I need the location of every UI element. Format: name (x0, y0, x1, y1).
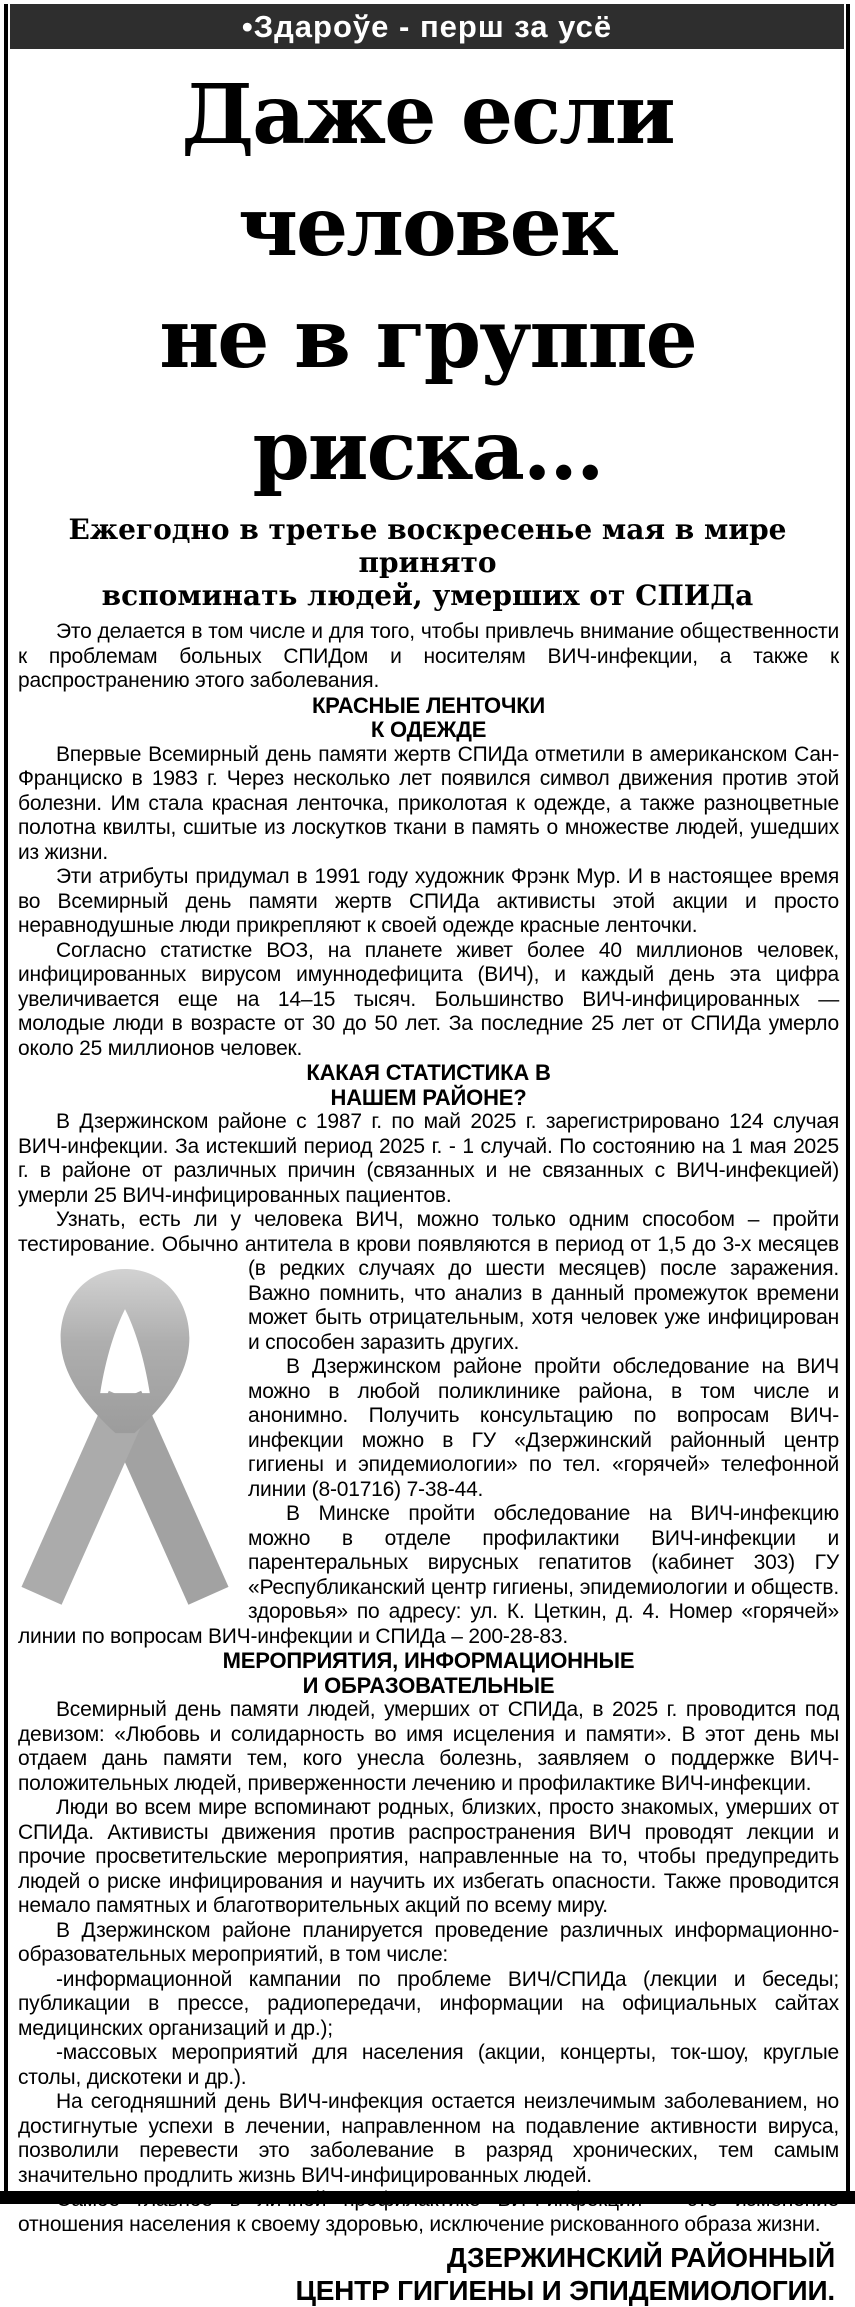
signature-line-1: ДЗЕРЖИНСКИЙ РАЙОННЫЙ (446, 2242, 835, 2273)
paragraph-testing-before-ribbon: Узнать, есть ли у человека ВИЧ, можно только одним способом – пройти тестирование. Обычно антитела в крови появляются в период от 1,5 до 3-х (18, 1208, 839, 1256)
paragraph-personal-prevention: отношения населения к своему здоровью, исключение рискованного образа жизни. (18, 2212, 821, 2236)
heading-events (18, 1649, 839, 1698)
paragraph-district-statistics: В Дзержинском районе с 1987 г. по май 2025 г. зарегистрировано 124 случая ВИЧ-инфекции. За истекший период 2025 г. - 1 случай. По состоянию на 1 мая 2025 г. в районе от различных причин (связанных и не связанных с ВИЧ-инфекцией) умерли 25 ВИЧ-инфицированных пациентов. (18, 1110, 839, 1207)
heading-district-statistics (18, 1061, 839, 1110)
heading-red-ribbons (18, 694, 839, 743)
subtitle-line-2: вспоминать людей, умерших от СПИДа (101, 579, 754, 612)
heading-events-line-1: МЕРОПРИЯТИЯ, ИНФОРМАЦИОННЫЕ (222, 1648, 635, 1673)
paragraph-intro: Это делается в том числе и для того, чтобы привлечь внимание общественности к проблемам больных СПИДом и носителям ВИЧ-инфекции, а также к распространению этого заболевания. (18, 620, 839, 692)
heading-red-ribbons-line-2: К ОДЕЖДЕ (370, 717, 487, 742)
list-item-information-campaign: -информационной кампании по проблеме ВИЧ/СПИДа (лекции и беседы; публикации в прессе, радиопередачи, информации на официальных сайтах медицинских организаций и др.); (18, 1967, 839, 2040)
paragraph-attributes: Эти атрибуты придумал в 1991 году художник Фрэнк Мур. И в настоящее время во Всемирный день памяти жертв СПИДа активисты этой акции и просто неравнодушные люди прикрепляют к своей одежде красные ленточки. (18, 865, 839, 937)
article-body (18, 620, 839, 2307)
paragraph-testing-after-ribbon: месяцев (в редких случаях до шести месяцев) после заражения. Важно помнить, что анализ в данный промежуток времени может быть отрицательным, хотя человек уже инфицирован и способен заразить других. (248, 1232, 840, 1354)
paragraph-incurable: На сегодняшний день ВИЧ-инфекция остается неизлечимым заболеванием, но достигнутые успехи в лечении, направленном на подавление активности вируса, позволили перевести это заболевание в разряд хронических, тем самым значительно продлить жизнь ВИЧ-инфицированных людей. (18, 2090, 839, 2187)
heading-events-line-2: И ОБРАЗОВАТЕЛЬНЫЕ (302, 1672, 555, 1698)
headline-line-1: Даже если человек (181, 67, 674, 275)
paragraph-testing (18, 1208, 839, 1355)
subtitle-line-1: Ежегодно в третье воскресенье мая в мире принято (68, 513, 787, 579)
heading-red-ribbons-line-1: КРАСНЫЕ ЛЕНТОЧКИ (311, 692, 546, 718)
headline-line-2: не в группе риска... (159, 291, 696, 499)
page-left-border (4, 4, 8, 2194)
paragraph-world-remembrance: Люди во всем мире вспоминают родных, близких, просто знакомых, умерших от СПИДа. Активисты движения против распространения ВИЧ проводят лекции и прочие просветительские мероприятия, направленные на то, чтобы предупредить людей о риске инфицирования и научить их избегать опасности. Также проводится немало памятных и благотворительных акций по всему миру. (18, 1796, 839, 1917)
article-signature (18, 2241, 839, 2307)
paragraph-who-statistics: Согласно статистке ВОЗ, на планете живет более 40 миллионов человек, инфицированных вирусом имуннодефицита (ВИЧ), и каждый день эта цифра увеличивается еще на 14–15 тысяч. Большинство ВИЧ-инфицированных — молодые люди в возрасте от 30 до 50 лет. За последние 25 лет от СПИДа умерло около 25 миллионов человек. (18, 938, 839, 1060)
newspaper-page (0, 4, 855, 2306)
paragraph-minsk-testing: В Минске пройти обследование на ВИЧ-инфекцию можно в отделе профилактики ВИЧ-инфекции и парентеральных вирусных гепатитов (кабинет 303) ГУ «Республиканский центр гигиены, эпидемиологии и обществ. здоровья» по адресу: ул. К. Цеткин, д. 4. Номер «горячей» линии по вопросам ВИЧ-инфекции и СПИДа – 200-28-83. (18, 1502, 839, 1648)
awareness-ribbon-image (20, 1261, 230, 1613)
list-item-mass-events: -массовых мероприятий для населения (акции, концерты, ток-шоу, круглые столы, дискотеки и др.). (18, 2041, 839, 2089)
heading-district-statistics-line-1: КАКАЯ СТАТИСТИКА В (306, 1060, 551, 1085)
paragraph-first-celebration: Впервые Всемирный день памяти жертв СПИДа отметили в американском Сан-Франциско в 1983 г. Через несколько лет появился символ движения против этой болезни. Им стала красная ленточка, приколотая к одежде, а также разноцветные полотна квилты, сшитые из лоскутков ткани в память о множестве людей, ушедших из жизни. (18, 742, 839, 864)
page-bottom-rule (0, 2191, 855, 2204)
heading-district-statistics-line-2: НАШЕМ РАЙОНЕ? (330, 1084, 527, 1110)
signature-line-2: ЦЕНТР ГИГИЕНЫ И ЭПИДЕМИОЛОГИИ. (295, 2275, 835, 2306)
paragraph-planned-events: В Дзержинском районе планируется проведение различных информационно-образовательных мероприятий, в том числе: (18, 1918, 839, 1966)
article-headline (14, 59, 841, 507)
article-subtitle (14, 513, 841, 612)
masthead-title: •Здароўе - перш за усё (241, 9, 613, 44)
paragraph-world-day-2025: Всемирный день памяти людей, умерших от СПИДа, в 2025 г. проводится под девизом: «Любовь и солидарность во имя исцеления и памяти». В этот день мы отдаем дань памяти тем, кого унесла болезнь, заявляем о поддержке ВИЧ-положительных людей, приверженности лечению и профилактике ВИЧ-инфекции. (18, 1698, 839, 1795)
paragraph-district-testing: В Дзержинском районе пройти обследование на ВИЧ можно в любой поликлинике района, в том числе и анонимно. Получить консультацию по вопросам ВИЧ-инфекции можно в ГУ «Дзержинский районный центр гигиены и эпидемиологии» по тел. «горячей» телефонной линии (8-01716) 7-38-44. (248, 1355, 839, 1501)
section-masthead (10, 4, 844, 49)
page-right-border (846, 4, 850, 2194)
